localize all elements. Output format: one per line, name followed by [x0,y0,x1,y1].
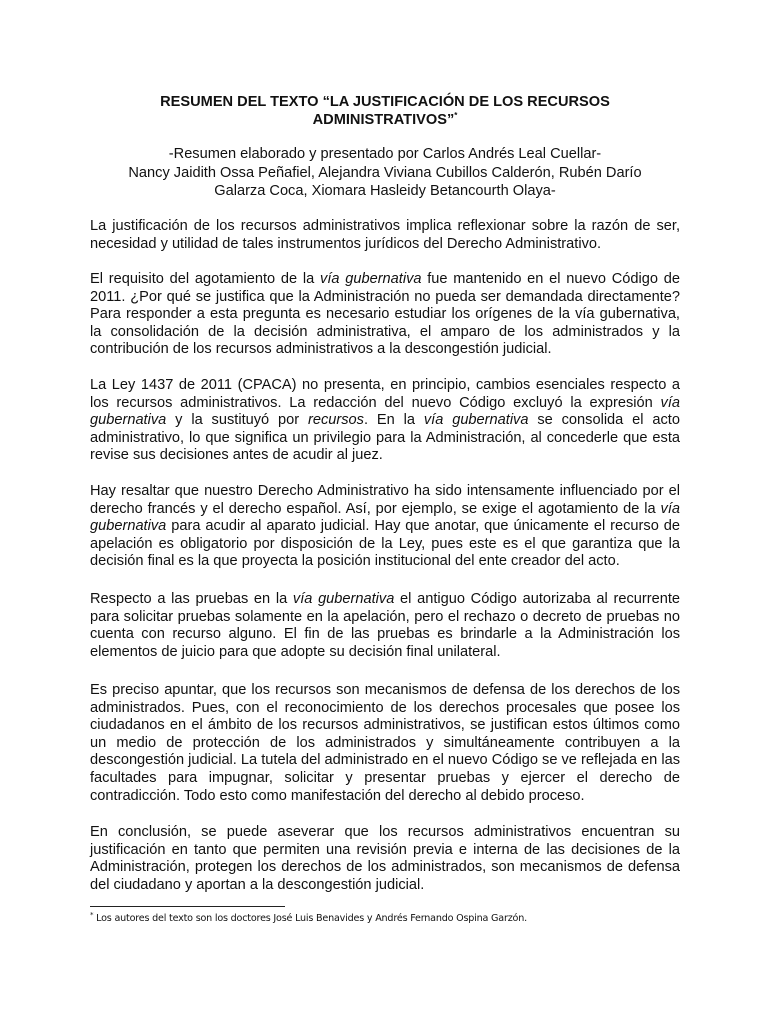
paragraph-3-italic-via-2: vía gubernativa [423,412,529,429]
footnote-text: Los autores del texto son los doctores José Luis Benavides y Andrés Fernando Ospina Garzón. [93,913,527,924]
paragraph-2-text-c: fue mantenido en el nuevo Código de 2011. ¿Por qué se justifica que la Administración no pueda ser demandada directamente? Para responder a esta pregunta es necesario estudiar los orígenes de la vía gubernativa, la consolidación de la decisión administrativa, el amparo de los administrados y la contribución de los recursos administrativos a la descongestión judicial. [90,271,680,358]
title-footnote-mark: * [454,111,458,121]
paragraph-2-text-a: El requisito del agotamiento de la [90,271,321,287]
authors-block [90,145,680,201]
paragraph-3-italic-via-1: vía gubernativa [90,394,680,429]
document-title [90,93,680,129]
paragraph-1 [90,218,680,253]
paragraph-5 [90,591,680,661]
paragraph-4-italic-via: vía gubernativa [90,500,680,535]
paragraph-5-text-c: el antiguo Código autorizaba al recurrente para solicitar pruebas solamente en la apelación, pero el rechazo o decreto de pruebas no cuenta con recurso alguno. El fin de las pruebas es brindarle a la Administración los elementos de juicio para que adopte su decisión final unilateral. [90,591,680,660]
paragraph-6-text: Es preciso apuntar, que los recursos son mecanismos de defensa de los derechos de los administrados. Pues, con el reconocimiento de los derechos procesales que posee los ciudadanos en el ámbito de los recursos administrativos, se justifican estos últimos como un medio de protección de los administrados y simultáneamente contribuyen a la descongestión judicial. La tutela del administrado en el nuevo Código se ve reflejada en las facultades para impugnar, solicitar y presentar pruebas y ejercer el derecho de contradicción. Todo esto como manifestación del derecho al debido proceso. [90,682,680,804]
authors-line-3: Galarza Coca, Xiomara Hasleidy Betancourth Olaya- [214,183,556,199]
paragraph-7-text: En conclusión, se puede aseverar que los recursos administrativos encuentran su justificación en tanto que permiten una revisión previa e interna de las decisiones de la Administración, protegen los derechos de los administrados, son mecanismos de defensa del ciudadano y aportan a la descongestión judicial. [90,824,680,893]
title-line-2: ADMINISTRATIVOS” [312,112,455,128]
authors-line-2: Nancy Jaidith Ossa Peñafiel, Alejandra Viviana Cubillos Calderón, Rubén Darío [128,164,642,181]
paragraph-3-text-g: se consolida el acto administrativo, lo que significa un privilegio para la Administración, al concederle que esta revise sus decisiones antes de acudir al juez. [90,412,680,464]
paragraph-4-text-c: para acudir al aparato judicial. Hay que anotar, que únicamente el recurso de apelación es obligatorio por disposición de la Ley, pues este es el que garantiza que la decisión final es la que proyecta la posición institucional del ente creador del acto. [90,518,680,570]
paragraph-7 [90,824,680,894]
paragraph-3-text-e: . En la [363,412,424,429]
footnote [90,912,680,925]
paragraph-5-text-a: Respecto a las pruebas en la [90,591,293,607]
paragraph-3-text-a: La Ley 1437 de 2011 (CPACA) no presenta, en principio, cambios esenciales respecto a los recursos administrativos. La redacción del nuevo Código excluyó la expresión [90,377,680,411]
paragraph-3-text-c: y la sustituyó por [166,412,308,429]
authors-line-1: -Resumen elaborado y presentado por Carlos Andrés Leal Cuellar- [168,146,602,162]
document-page [90,0,680,1024]
paragraph-1-text: La justificación de los recursos administrativos implica reflexionar sobre la razón de ser, necesidad y utilidad de tales instrumentos jurídicos del Derecho Administrativo. [90,218,680,252]
paragraph-4 [90,483,680,571]
footnote-separator [90,906,285,907]
paragraph-3 [90,377,680,465]
paragraph-2 [90,271,680,359]
paragraph-4-text-a: Hay resaltar que nuestro Derecho Administrativo ha sido intensamente influenciado por el derecho francés y el derecho español. Así, por ejemplo, se exige el agotamiento de la [90,483,680,517]
paragraph-5-italic-via: vía gubernativa [292,591,395,607]
paragraph-2-italic-via: vía gubernativa [320,271,422,287]
paragraph-3-italic-recursos: recursos [308,412,364,429]
title-line-1: RESUMEN DEL TEXTO “LA JUSTIFICACIÓN DE LOS RECURSOS [160,94,610,110]
paragraph-6 [90,682,680,805]
footnote-mark: * [90,910,94,919]
